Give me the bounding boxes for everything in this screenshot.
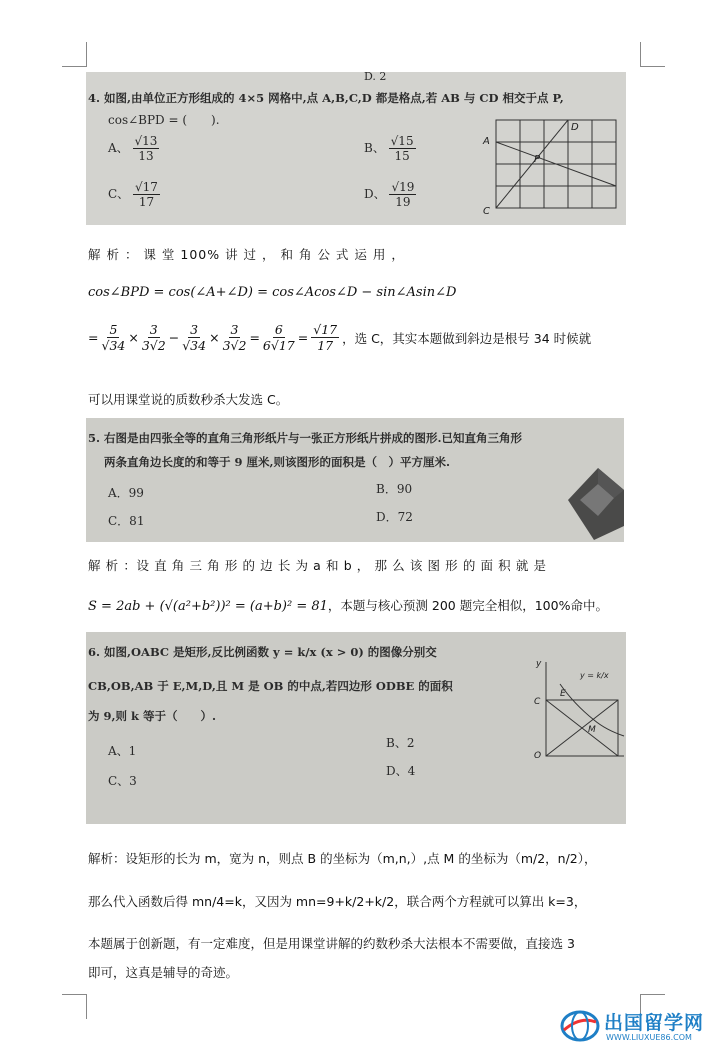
q6-option-b: B、2 [386,736,415,750]
watermark-url: WWW.LIUXUE86.COM [606,1033,692,1042]
q4-stem-line2: cos∠BPD = ( ). [108,113,220,127]
analysis2-line1: 解 析 ：设 直 角 三 角 形 的 边 长 为 a 和 b ， 那 么 该 图 形 的 面 积 就 是 [88,558,547,573]
question-5-photo [86,418,624,542]
q5-stem-line2: 两条直角边长度的和等于 9 厘米,则该图形的面积是（ ）平方厘米. [104,455,451,469]
analysis1-line3: 可以用课堂说的质数秒杀大发选 C。 [88,392,289,407]
analysis1-formula2: = $\frac{5}{√34}$ × $\frac{3}{3√2}$ − $\frac{3}{√34}$ × $\frac{3}{3√2}$ = $\frac{6}{6√17}$ = $\frac{√17}{17}$ ，选 C，其实本题做到斜边是根号 34 时候就 [88,322,592,353]
crop-mark-top-left [62,42,87,67]
q4-grid-figure [481,114,626,219]
q6-stem-line3: 为 9,则 k 等于（ ）. [88,709,216,723]
prev-option-fragment: D. 2 [364,72,387,83]
q4-point-d-label: D [571,122,579,133]
q5-option-c: C．81 [108,514,145,528]
analysis2-formula-line [88,596,608,614]
q5-pinwheel-figure [558,460,624,542]
globe-logo-icon [560,1008,600,1044]
analysis3-line2: 那么代入函数后得 mn/4=k，又因为 mn=9+k/2+k/2，联合两个方程就可以算出 k=3， [88,894,587,909]
analysis2-tail: ，本题与核心预测 200 题完全相似，100%命中。 [327,598,608,613]
q6-option-a: A、1 [108,744,137,758]
q4-point-a-label: A [483,136,490,147]
q6-axis-y-label: y [536,659,542,669]
q4-option-d: D、 $\frac{√19}{19}$ [364,180,415,209]
q6-point-e-label: E [560,689,566,699]
analysis3-line1: 解析：设矩形的长为 m，宽为 n，则点 B 的坐标为（m,n,）,点 M 的坐标为（m/2，n/2）， [88,851,597,866]
analysis3-line4: 即可，这真是辅导的奇迹。 [88,965,239,980]
analysis1-tail: ，选 C，其实本题做到斜边是根号 34 时候就 [342,330,592,346]
q6-function-label: y = k/x [580,671,609,680]
question-6-photo [86,632,626,824]
q4-option-b: B、 $\frac{√15}{15}$ [364,134,414,163]
q5-option-b: B．90 [376,482,413,496]
analysis3-line3: 本题属于创新题，有一定难度，但是用课堂讲解的约数秒杀大法根本不需要做，直接选 3 [88,936,575,951]
q6-stem-line1: 6. 如图,OABC 是矩形,反比例函数 y = k/x (x > 0) 的图像分别交 [88,645,437,659]
q5-option-d: D．72 [376,510,413,524]
q6-coordinate-figure [534,654,626,762]
q4-point-c-label: C [483,206,490,217]
analysis1-line1: 解 析 ： 课 堂 100% 讲 过 ， 和 角 公 式 运 用 ， [88,247,405,262]
q5-option-a: A．99 [108,486,144,500]
watermark-name: 出国留学网 [604,1012,705,1034]
question-4-photo [86,72,626,225]
q4-option-a: A、 $\frac{√13}{13}$ [108,134,158,163]
q6-origin-label: O [534,751,542,761]
q6-point-c-label: C [534,697,541,707]
site-watermark[interactable] [560,1006,718,1046]
analysis1-formula1: cos∠BPD = cos(∠A+∠D) = cos∠Acos∠D − sin∠Asin∠D [88,285,457,300]
q6-option-d: D、4 [386,764,416,778]
q6-option-c: C、3 [108,774,137,788]
q5-stem-line1: 5. 右图是由四张全等的直角三角形纸片与一张正方形纸片拼成的图形.已知直角三角形 [88,431,523,445]
q4-stem-line1: 4. 如图,由单位正方形组成的 4×5 网格中,点 A,B,C,D 都是格点,若 AB 与 CD 相交于点 P, [88,91,564,105]
q4-option-c: C、 $\frac{√17}{17}$ [108,180,158,209]
q4-point-p-label: P [534,154,541,165]
crop-mark-bottom-left [62,994,87,1019]
q6-stem-line2: CB,OB,AB 于 E,M,D,且 M 是 OB 的中点,若四边形 ODBE 的面积 [88,679,453,693]
q6-point-m-label: M [588,725,596,735]
analysis2-formula: S = 2ab + (√(a²+b²))² = (a+b)² = 81 [88,599,328,614]
crop-mark-top-right [640,42,665,67]
